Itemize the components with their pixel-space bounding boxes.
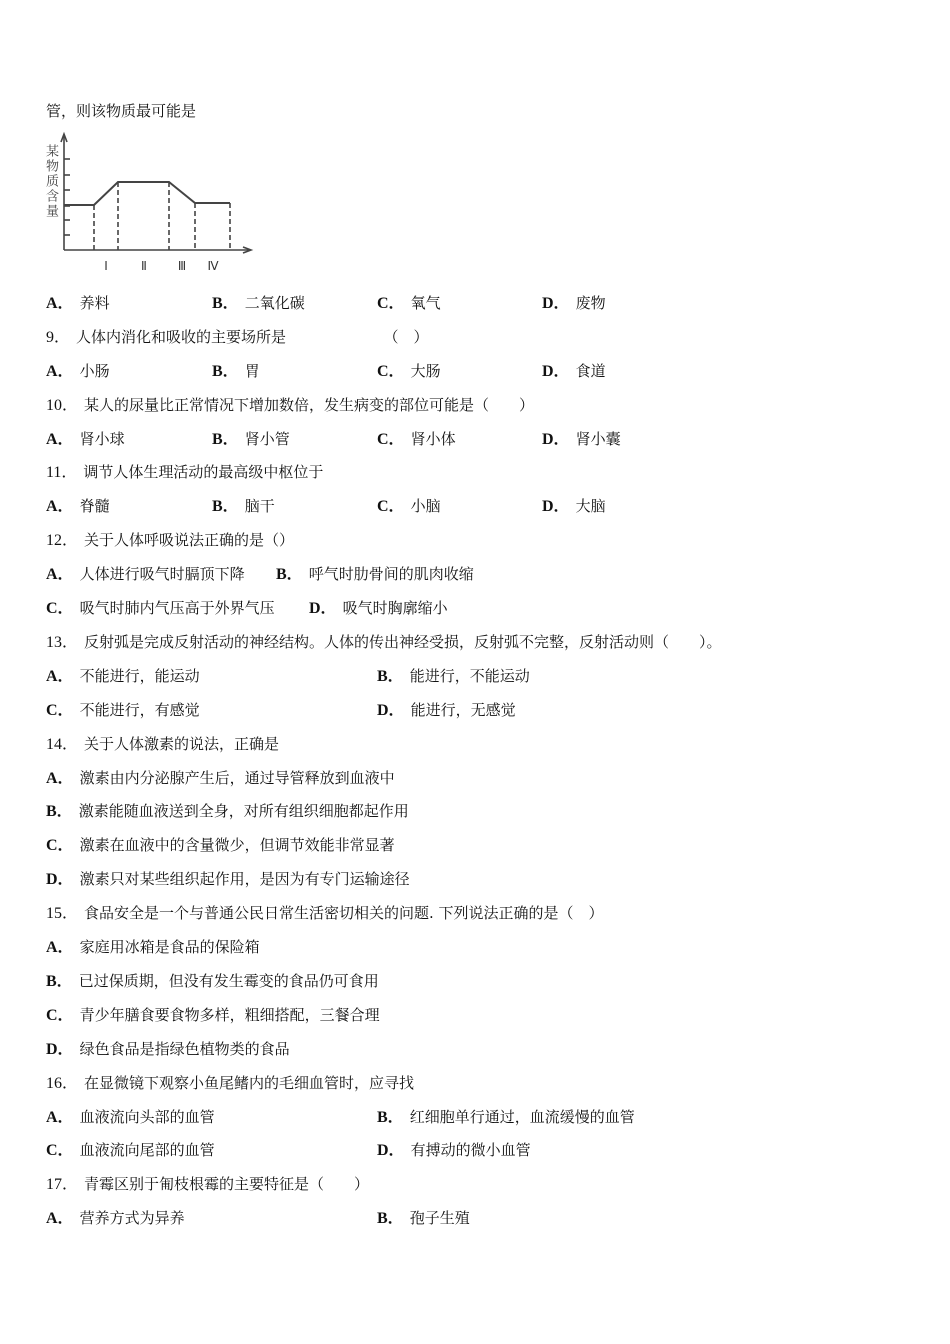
question-number: 15． [46,905,79,922]
option-2 [46,835,395,856]
option-text: 激素只对某些组织起作用，是因为有专门运输途径 [79,870,410,888]
option-2 [377,361,441,382]
question-text: 青霉区别于匍枝根霉的主要特征是（ ） [84,1175,370,1193]
option-text: 肾小球 [79,430,125,448]
option-label: D． [542,431,570,448]
x-label-4: Ⅳ [207,259,219,273]
x-label-2: Ⅱ [141,259,147,273]
option-label: D． [377,702,405,719]
option-text: 家庭用冰箱是食品的保险箱 [79,938,260,956]
option-text: 血液流向尾部的血管 [79,1141,215,1159]
option-3 [46,869,410,890]
option-label: B． [276,566,303,583]
option-text: 血液流向头部的血管 [79,1108,215,1126]
question-stem [46,734,279,755]
option-text: 激素在血液中的含量微少，但调节效能非常显著 [79,836,395,854]
question-stem [46,903,604,924]
option-1 [377,1208,470,1229]
option-label: B． [212,498,239,515]
option-label: B． [377,1109,404,1126]
option-label: C． [46,1142,74,1159]
option-text: 青少年膳食要食物多样，粗细搭配，三餐合理 [79,1006,380,1024]
question-stem [46,1174,369,1195]
question-number: 9． [46,329,71,346]
content-curve [64,182,230,205]
option-text: 废物 [575,294,606,312]
question-stem [46,632,722,653]
option-text: 小脑 [410,497,441,515]
option-2 [46,700,200,721]
question-stem [46,462,323,483]
option-label: A． [46,363,74,380]
option-label: B． [212,431,239,448]
option-label: C． [46,702,74,719]
y-axis-label: 某物质含量 [43,144,58,219]
option-0 [46,768,395,789]
option-label: C． [377,363,405,380]
option-label: B． [377,668,404,685]
question-number: 14． [46,736,79,753]
option-0 [46,564,245,585]
question-number: 12． [46,532,79,549]
option-text: 营养方式为异养 [79,1209,185,1227]
option-3 [542,496,606,517]
option-1 [212,361,260,382]
option-3 [377,700,516,721]
question-text: 反射弧是完成反射活动的神经结构。人体的传出神经受损，反射弧不完整，反射活动则（ ）。 [84,633,722,651]
question-stem [46,395,534,416]
option-label: A． [46,1109,74,1126]
option-label: B． [377,1210,404,1227]
option-text: 人体进行吸气时膈顶下降 [79,565,245,583]
option-text: 有搏动的微小血管 [410,1141,531,1159]
option-text: 肾小囊 [575,430,621,448]
option-label: A． [46,431,74,448]
option-text: 绿色食品是指绿色植物类的食品 [79,1040,290,1058]
option-3 [542,429,621,450]
option-text: 呼气时肋骨间的肌肉收缩 [308,565,474,583]
option-label: D． [309,600,337,617]
option-text: 脊髓 [79,497,110,515]
option-label: A． [46,668,74,685]
option-text: 养料 [79,294,110,312]
option-2 [46,598,275,619]
option-2 [377,496,441,517]
x-label-3: Ⅲ [177,259,187,273]
question-text: 关于人体激素的说法，正确是 [84,735,280,753]
option-2 [377,293,441,314]
option-label: A． [46,498,74,515]
option-0 [46,496,110,517]
option-text: 肾小管 [244,430,290,448]
option-1 [377,1107,635,1128]
option-label: C． [377,431,405,448]
option-text: 食道 [575,362,606,380]
option-text: 大脑 [575,497,606,515]
option-1 [212,429,290,450]
option-text: 二氧化碳 [244,294,305,312]
option-3 [46,1039,290,1060]
option-label: A． [46,295,74,312]
question-stem [46,1073,414,1094]
option-label: D． [46,871,74,888]
y-axis-ticks [64,159,70,235]
option-label: A． [46,770,74,787]
option-0 [46,361,110,382]
option-0 [46,293,110,314]
option-text: 氧气 [410,294,441,312]
x-label-1: Ⅰ [104,259,108,273]
question-text: 人体内消化和吸收的主要场所是 （ ） [76,328,429,346]
question-number: 10． [46,397,79,414]
option-text: 大肠 [410,362,441,380]
question-number: 11． [46,464,78,481]
question-text: 关于人体呼吸说法正确的是（） [84,531,295,549]
option-2 [46,1005,380,1026]
option-label: B． [46,973,73,990]
option-label: C． [46,1007,74,1024]
option-label: D． [46,1041,74,1058]
question-number: 16． [46,1075,79,1092]
option-label: D． [377,1142,405,1159]
option-1 [46,971,379,992]
option-0 [46,1107,215,1128]
option-label: A． [46,1210,74,1227]
option-label: D． [542,363,570,380]
option-1 [377,666,530,687]
option-text: 能进行，不能运动 [409,667,530,685]
option-1 [46,801,409,822]
option-3 [377,1140,531,1161]
option-label: C． [46,837,74,854]
option-text: 红细胞单行通过，血流缓慢的血管 [409,1108,635,1126]
section-dividers [94,182,230,250]
option-text: 激素能随血液送到全身，对所有组织细胞都起作用 [78,802,409,820]
option-2 [46,1140,215,1161]
option-label: B． [46,803,73,820]
question-number: 17． [46,1176,79,1193]
question-8-stem-tail: 管，则该物质最可能是 [46,102,197,120]
option-text: 不能进行，有感觉 [79,701,200,719]
option-3 [309,598,448,619]
option-label: A． [46,939,74,956]
question-text: 调节人体生理活动的最高级中枢位于 [83,463,324,481]
substance-content-figure [40,130,260,275]
option-text: 吸气时肺内气压高于外界气压 [79,599,275,617]
option-text: 已过保质期，但没有发生霉变的食品仍可食用 [78,972,379,990]
option-label: C． [377,498,405,515]
option-text: 肾小体 [410,430,456,448]
option-0 [46,429,125,450]
option-label: B． [212,295,239,312]
question-stem [46,327,429,348]
option-label: B． [212,363,239,380]
option-label: C． [46,600,74,617]
option-0 [46,937,260,958]
option-2 [377,429,456,450]
option-label: A． [46,566,74,583]
option-1 [212,496,275,517]
option-1 [212,293,305,314]
option-text: 脑干 [244,497,275,515]
option-text: 小肠 [79,362,110,380]
question-text: 在显微镜下观察小鱼尾鳍内的毛细血管时，应寻找 [84,1074,415,1092]
option-text: 能进行，无感觉 [410,701,516,719]
question-number: 13． [46,634,79,651]
option-text: 不能进行，能运动 [79,667,200,685]
question-text: 食品安全是一个与普通公民日常生活密切相关的问题. 下列说法正确的是（ ） [84,904,604,922]
option-label: D． [542,295,570,312]
option-label: D． [542,498,570,515]
question-stem [46,530,294,551]
option-text: 吸气时胸廓缩小 [342,599,448,617]
option-label: C． [377,295,405,312]
option-1 [276,564,474,585]
option-3 [542,361,606,382]
option-text: 胃 [244,362,260,380]
option-0 [46,666,200,687]
option-text: 孢子生殖 [409,1209,470,1227]
question-text: 某人的尿量比正常情况下增加数倍，发生病变的部位可能是（ ） [84,396,535,414]
option-3 [542,293,606,314]
option-0 [46,1208,185,1229]
option-text: 激素由内分泌腺产生后，通过导管释放到血液中 [79,769,395,787]
